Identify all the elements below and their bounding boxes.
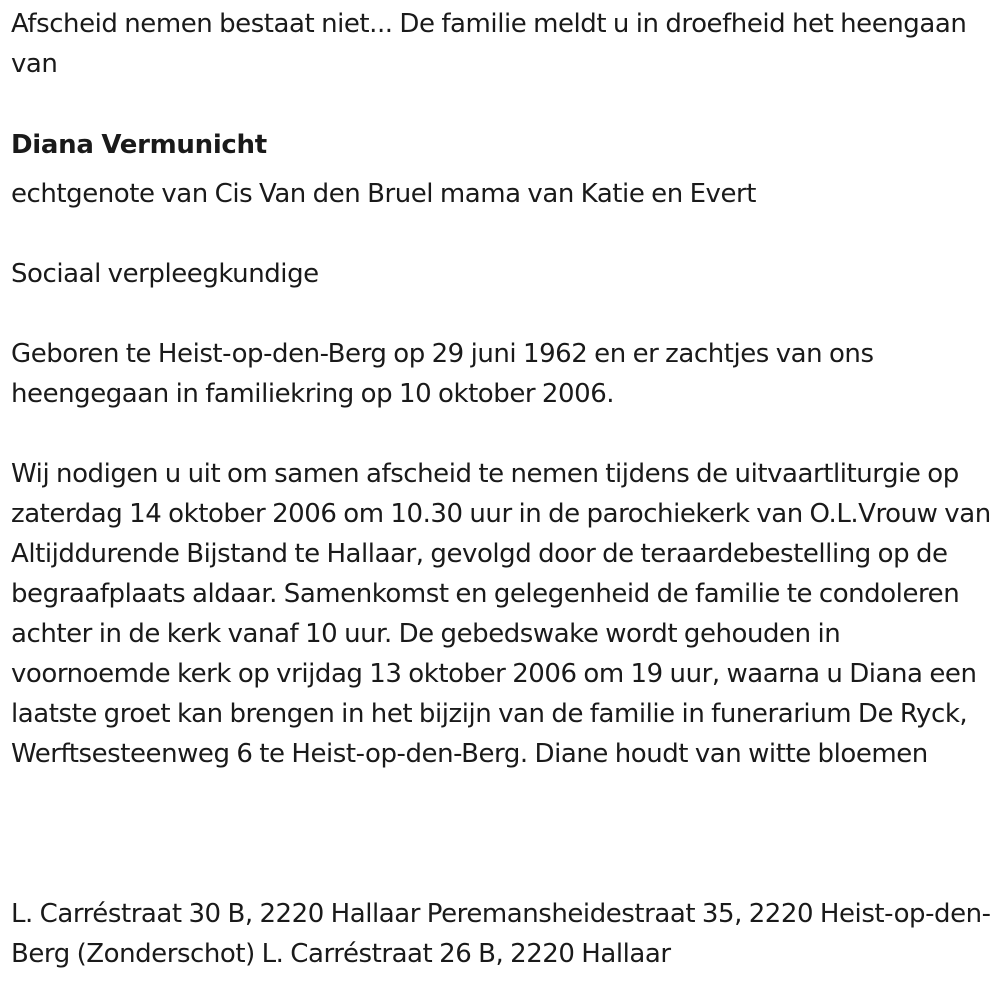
relations-text: echtgenote van Cis Van den Bruel mama van Katie en Evert xyxy=(11,179,757,209)
invitation-text: Wij nodigen u uit om samen afscheid te nemen tijdens de uitvaartliturgie op zaterdag 14 oktober 2006 om 10.30 uur in de parochiekerk van O.L.Vrouw van Altijddurende Bijstand te Hallaar, gevolgd door de teraardebestelling op de begraafplaats aldaar. Samenkomst en gelegenheid de familie te condoleren achter in de kerk vanaf 10 uur. De gebedswake wordt gehouden in voornoemde kerk op vrijdag 13 oktober 2006 om 19 uur, waarna u Diana een laatste groet kan brengen in het bijzijn van de familie in funerarium De Ryck, Werftsesteenweg 6 te Heist-op-den-Berg. Diane houdt van witte bloemen xyxy=(11,459,991,769)
addresses-text: L. Carréstraat 30 B, 2220 Hallaar Peremansheidestraat 35, 2220 Heist-op-den-Berg (Zonderschot) L. Carréstraat 26 B, 2220 Hallaar xyxy=(11,899,991,969)
profession-text: Sociaal verpleegkundige xyxy=(11,259,319,289)
deceased-name: Diana Vermunicht xyxy=(11,130,267,160)
intro-text: Afscheid nemen bestaat niet... De familie meldt u in droefheid het heengaan van xyxy=(11,9,967,79)
birth-death-text: Geboren te Heist-op-den-Berg op 29 juni 1962 en er zachtjes van ons heengegaan in familiekring op 10 oktober 2006. xyxy=(11,339,874,409)
